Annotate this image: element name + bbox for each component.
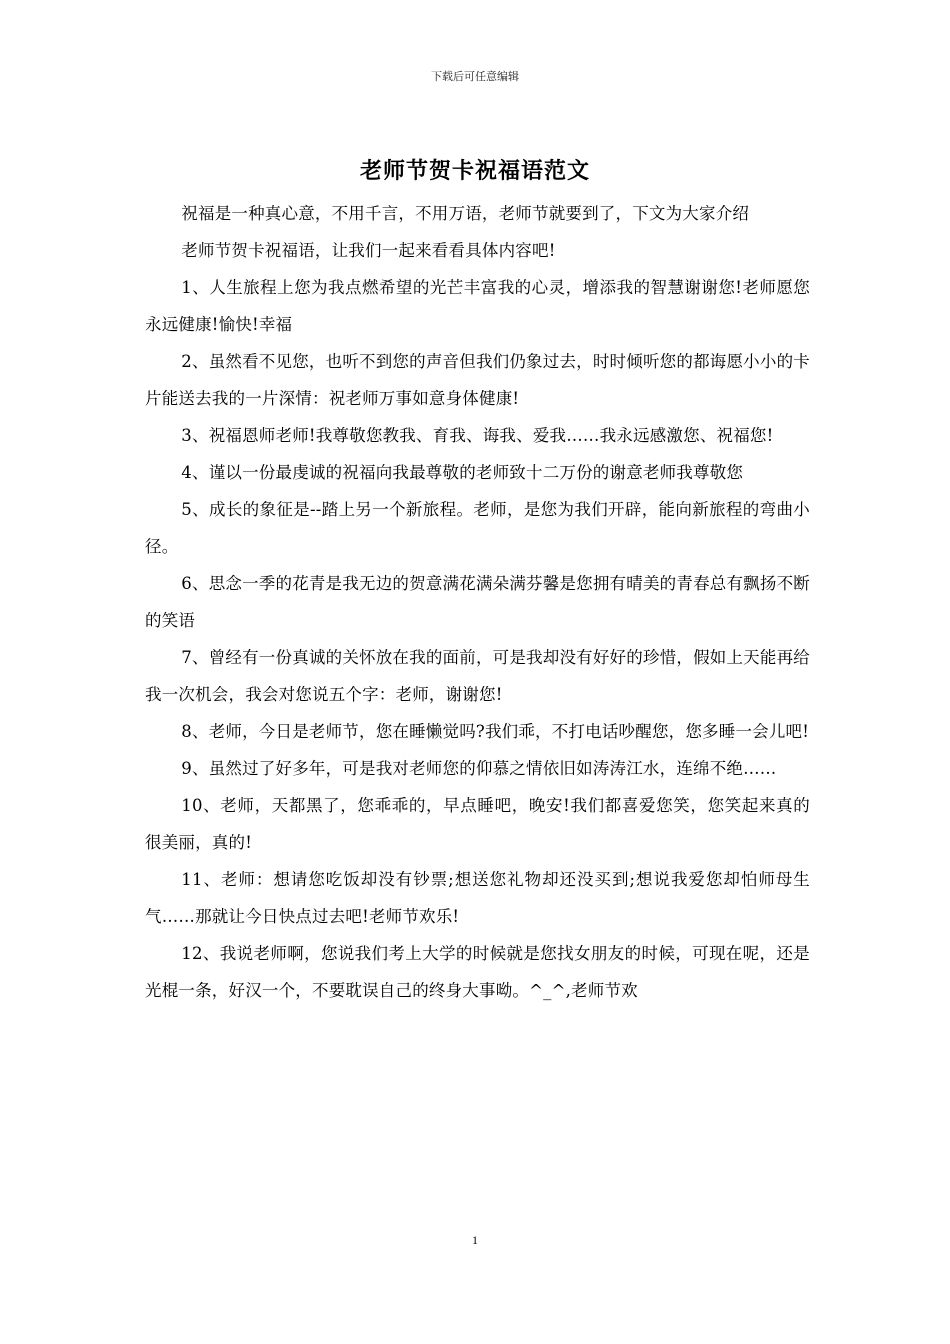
paragraph-item-12: 12、我说老师啊，您说我们考上大学的时候就是您找女朋友的时候，可现在呢，还是光棍一条，好汉一个，不要耽误自己的终身大事呦。^_^,老师节欢 [145,944,810,1000]
paragraph-item-5: 5、成长的象征是--踏上另一个新旅程。老师，是您为我们开辟，能向新旅程的弯曲小径。 [145,500,810,556]
paragraph-item-2: 2、虽然看不见您，也听不到您的声音但我们仍象过去，时时倾听您的都诲愿小小的卡片能送去我的一片深情：祝老师万事如意身体健康! [145,352,810,408]
paragraph-item-8: 8、老师，今日是老师节，您在睡懒觉吗?我们乖，不打电话吵醒您，您多睡一会儿吧! [181,722,810,741]
paragraph-item-4: 4、谨以一份最虔诚的祝福向我最尊敬的老师致十二万份的谢意老师我尊敬您 [181,463,744,482]
paragraph-item-3: 3、祝福恩师老师!我尊敬您教我、育我、诲我、爱我……我永远感激您、祝福您! [181,426,774,445]
paragraph-item-9: 9、虽然过了好多年，可是我对老师您的仰慕之情依旧如涛涛江水，连绵不绝…… [181,759,777,778]
paragraph-intro: 祝福是一种真心意，不用千言，不用万语，老师节就要到了，下文为大家介绍 [181,204,750,223]
paragraph-item-6: 6、思念一季的花青是我无边的贺意满花满朵满芬馨是您拥有晴美的青春总有飘扬不断的笑语 [145,574,810,630]
document-title: 老师节贺卡祝福语范文 [359,158,590,184]
paragraph-item-7: 7、曾经有一份真诚的关怀放在我的面前，可是我却没有好好的珍惜，假如上天能再给我一次机会，我会对您说五个字：老师，谢谢您! [145,648,810,704]
document-body [145,195,810,1009]
page-number: 1 [472,1233,478,1247]
paragraph-item-1: 1、人生旅程上您为我点燃希望的光芒丰富我的心灵，增添我的智慧谢谢您!老师愿您永远健康!愉快!幸福 [145,278,810,334]
paragraph-item-10: 10、老师，天都黑了，您乖乖的，早点睡吧，晚安!我们都喜爱您笑，您笑起来真的很美丽，真的! [145,796,810,852]
paragraph-lead: 老师节贺卡祝福语，让我们一起来看看具体内容吧! [181,241,556,260]
paragraph-item-11: 11、老师：想请您吃饭却没有钞票;想送您礼物却还没买到;想说我爱您却怕师母生气……那就让今日快点过去吧!老师节欢乐! [145,870,810,926]
header-note: 下载后可任意编辑 [431,70,519,83]
